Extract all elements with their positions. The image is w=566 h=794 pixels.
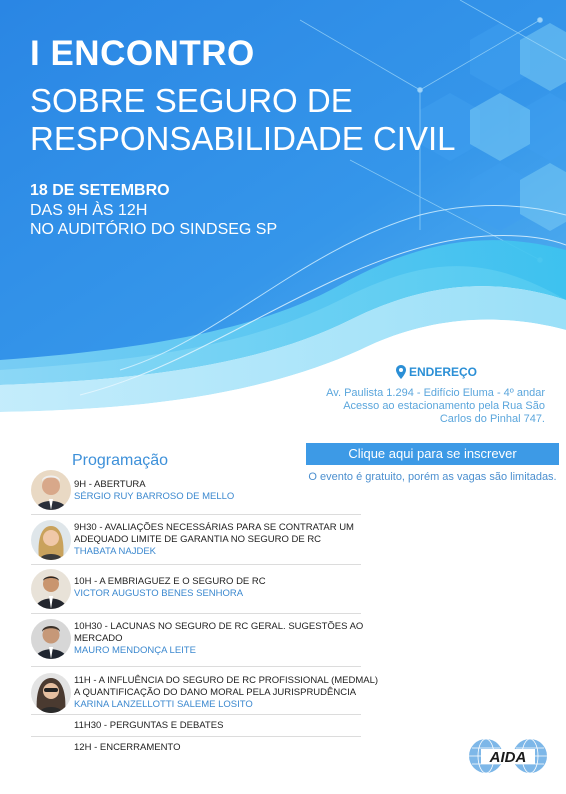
item-speaker: MAURO MENDONÇA LEITE: [74, 645, 196, 656]
divider: [31, 613, 361, 614]
item-title: 10H - A EMBRIAGUEZ E O SEGURO DE RC: [74, 576, 266, 587]
divider: [31, 514, 361, 515]
event-title-line3: RESPONSABILIDADE CIVIL: [30, 120, 456, 157]
address-line2: Acesso ao estacionamento pela Rua São: [343, 400, 545, 412]
address-heading: [396, 365, 477, 379]
free-event-note: O evento é gratuito, porém as vagas são limitadas.: [308, 471, 557, 483]
item-title-line1: 11H - A INFLUÊNCIA DO SEGURO DE RC PROFISSIONAL (MEDMAL): [74, 675, 379, 686]
divider: [31, 564, 361, 565]
speaker-avatar: [31, 673, 71, 713]
divider: [31, 666, 361, 667]
speaker-avatar: [31, 569, 71, 609]
event-time: DAS 9H ÀS 12H: [30, 202, 148, 219]
address-label: ENDEREÇO: [409, 365, 478, 379]
item-speaker: VICTOR AUGUSTO BENES SENHORA: [74, 588, 244, 599]
item-title-line1: 10H30 - LACUNAS NO SEGURO DE RC GERAL. SUGESTÕES AO: [74, 621, 364, 632]
address-text: [300, 387, 545, 426]
speaker-avatar: [31, 520, 71, 560]
event-place: NO AUDITÓRIO DO SINDSEG SP: [30, 221, 278, 238]
item-speaker: KARINA LANZELLOTTI SALEME LOSITO: [74, 699, 253, 710]
aida-logo: [467, 737, 549, 775]
divider: [31, 736, 361, 737]
program-closing: 12H - ENCERRAMENTO: [74, 742, 181, 753]
address-line3: Carlos do Pinhal 747.: [439, 413, 545, 425]
item-title: 9H - ABERTURA: [74, 479, 146, 490]
logo-text: AIDA: [489, 749, 527, 766]
event-title-line2: SOBRE SEGURO DE: [30, 82, 353, 119]
speaker-avatar: [31, 470, 71, 510]
signup-button[interactable]: Clique aqui para se inscrever: [306, 443, 559, 465]
item-title-line1: 9H30 - AVALIAÇÕES NECESSÁRIAS PARA SE CONTRATAR UM: [74, 522, 354, 533]
item-title-line2: MERCADO: [74, 633, 123, 644]
item-title-line2: ADEQUADO LIMITE DE GARANTIA NO SEGURO DE RC: [74, 534, 322, 545]
divider: [31, 714, 361, 715]
map-pin-icon: [396, 365, 406, 379]
speaker-avatar: [31, 619, 71, 659]
program-questions: 11H30 - PERGUNTAS E DEBATES: [74, 720, 224, 731]
item-speaker: THABATA NAJDEK: [74, 546, 156, 557]
event-date: 18 DE SETEMBRO: [30, 182, 170, 199]
item-speaker: SÉRGIO RUY BARROSO DE MELLO: [74, 491, 235, 502]
address-line1: Av. Paulista 1.294 - Edifício Eluma - 4º andar: [326, 387, 545, 399]
event-title-line1: I ENCONTRO: [30, 34, 255, 73]
item-title-line2: A QUANTIFICAÇÃO DO DANO MORAL PELA JURISPRUDÊNCIA: [74, 687, 357, 698]
program-title: Programação: [72, 452, 169, 469]
